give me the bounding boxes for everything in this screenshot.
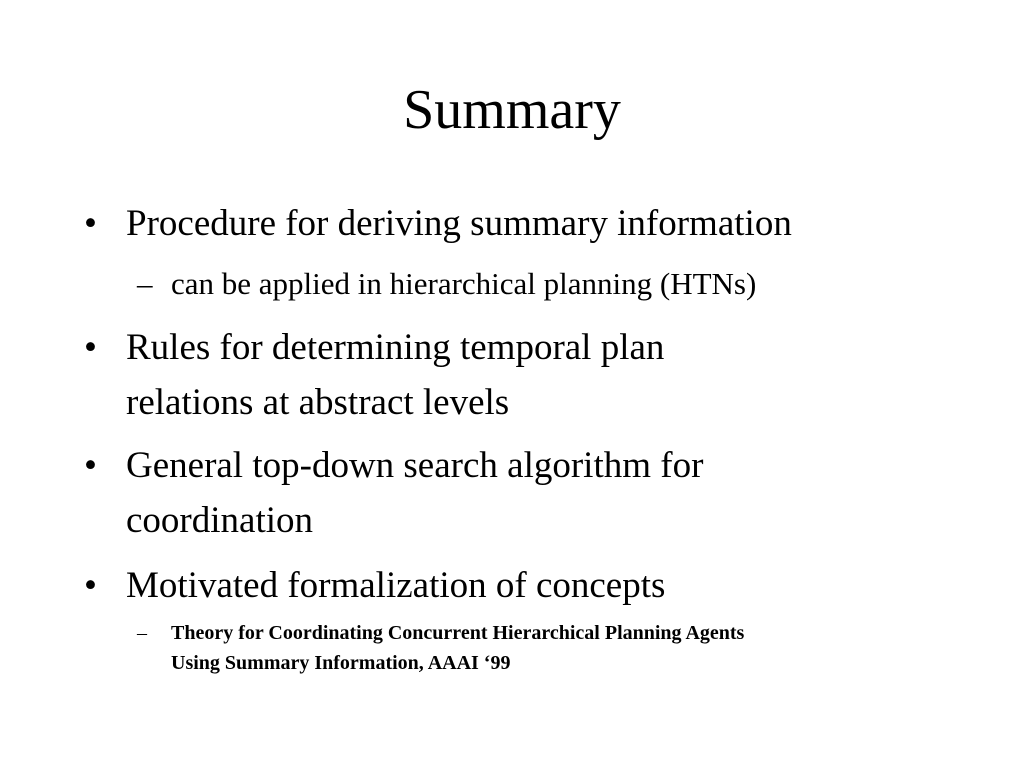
reference-line-2: Using Summary Information, AAAI ‘99	[171, 652, 511, 674]
bullet-text-line-1: General top-down search algorithm for	[126, 445, 704, 486]
reference-line-1: Theory for Coordinating Concurrent Hierarchical Planning Agents	[171, 622, 745, 644]
dash-icon: –	[137, 266, 153, 301]
dash-icon: –	[137, 622, 147, 644]
bullet-text-line-2: relations at abstract levels	[126, 382, 510, 423]
slide-title: Summary	[403, 79, 621, 141]
bullet-text: Motivated formalization of concepts	[126, 565, 666, 606]
bullet-icon: •	[84, 565, 97, 606]
bullet-text-line-2: coordination	[126, 500, 314, 541]
bullet-text-line-1: Rules for determining temporal plan	[126, 327, 665, 368]
bullet-icon: •	[84, 203, 97, 244]
bullet-text: Procedure for deriving summary information	[126, 203, 792, 244]
bullet-icon: •	[84, 327, 97, 368]
bullet-icon: •	[84, 445, 97, 486]
sub-bullet-text: can be applied in hierarchical planning (HTNs)	[171, 266, 757, 301]
